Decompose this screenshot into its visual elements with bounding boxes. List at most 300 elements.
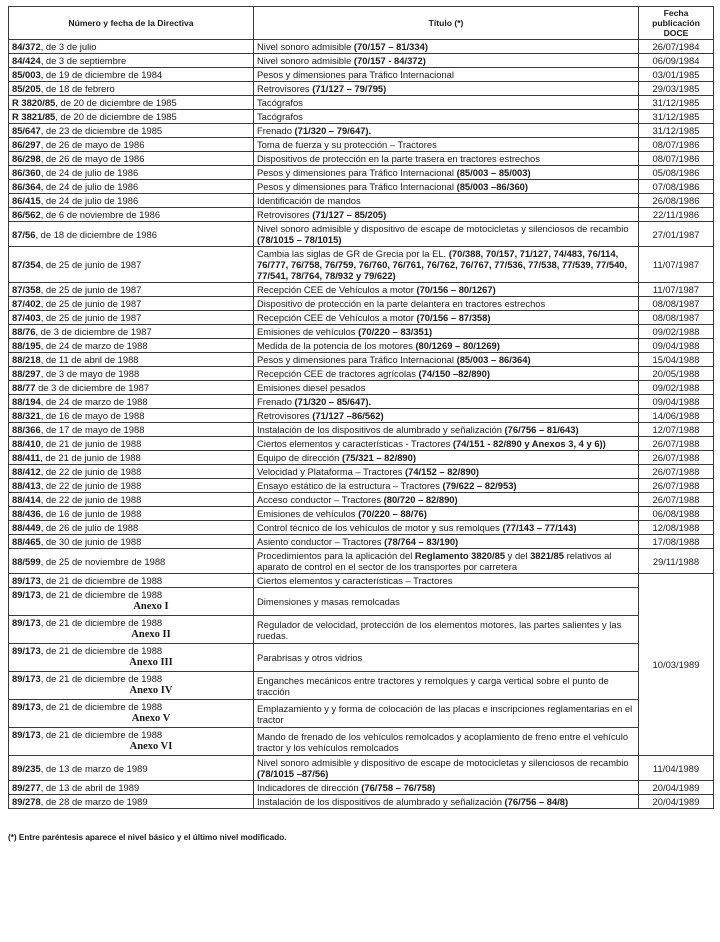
publication-date: 31/12/1985: [639, 96, 714, 110]
anexo-label: Anexo III: [129, 657, 173, 668]
directive-date: , de 3 de julio: [40, 41, 97, 52]
title-part: Instalación de los dispositivos de alumbrado y señalización: [257, 796, 505, 807]
directive-number: 89/173: [12, 575, 41, 586]
directive-number: 87/403: [12, 312, 41, 323]
title-cell: [254, 311, 639, 325]
directive-date: , de 22 de junio de 1988: [40, 480, 142, 491]
table-row: [9, 152, 714, 166]
directive-number: R 3820/85: [12, 97, 56, 108]
directive-number: 89/173: [12, 617, 41, 628]
header-date-line1: Fecha publicación: [652, 8, 700, 28]
directive-cell: [9, 124, 254, 138]
table-row: [9, 493, 714, 507]
title-cell: [254, 465, 639, 479]
directive-date: , de 24 de marzo de 1988: [40, 340, 148, 351]
directive-cell: [9, 325, 254, 339]
directive-date: , de 3 de septiembre: [40, 55, 127, 66]
title-cell: [254, 795, 639, 809]
publication-date: 26/07/1984: [639, 40, 714, 54]
title-part: (80/720 – 82/890): [383, 494, 458, 505]
anexo-label: Anexo I: [133, 601, 169, 612]
directive-date: , de 21 de diciembre de 1988: [40, 701, 163, 712]
title-cell: Dimensiones y masas remolcadas: [254, 588, 639, 616]
title-part: 3821/85: [530, 550, 564, 561]
title-cell: [254, 409, 639, 423]
title-part: (78/1015 – 78/1015): [257, 234, 342, 245]
table-row: [9, 409, 714, 423]
directive-date: , de 25 de junio de 1987: [40, 284, 142, 295]
title-cell: [254, 479, 639, 493]
title-cell: Emplazamiento y y forma de colocación de las placas e inscripciones reglamentarias en el tractor: [254, 700, 639, 728]
directive-date: , de 21 de junio de 1988: [40, 438, 142, 449]
publication-date: 20/04/1989: [639, 795, 714, 809]
directive-date: , de 13 de abril de 1989: [40, 782, 140, 793]
title-part: (74/150 –82/890): [418, 368, 490, 379]
title-part: (76/756 – 81/643): [504, 424, 579, 435]
directive-date: , de 23 de diciembre de 1985: [40, 125, 163, 136]
publication-date: 03/01/1985: [639, 68, 714, 82]
directive-number: 89/278: [12, 796, 41, 807]
title-part: Control técnico de los vehículos de motor y sus remolques: [257, 522, 503, 533]
directive-cell: [9, 395, 254, 409]
table-row: [9, 479, 714, 493]
publication-date: 12/07/1988: [639, 423, 714, 437]
title-part: (70/157 – 81/334): [353, 41, 428, 52]
table-row: [9, 381, 714, 395]
directive-cell: [9, 521, 254, 535]
directive-date: , de 3 de mayo de 1988: [40, 368, 140, 379]
title-cell: [254, 395, 639, 409]
directive-date: , de 16 de mayo de 1988: [40, 410, 145, 421]
publication-date: 11/07/1987: [639, 283, 714, 297]
title-part: (70/220 – 88/76): [358, 508, 427, 519]
table-header-row: [9, 7, 714, 40]
footnote: (*) Entre paréntesis aparece el nivel básico y el último nivel modificado.: [8, 833, 287, 842]
title-part: (70/156 – 80/1267): [416, 284, 496, 295]
directive-number: 88/195: [12, 340, 41, 351]
directive-cell: [9, 208, 254, 222]
directive-number: 86/298: [12, 153, 41, 164]
directive-number: 88/77: [12, 382, 36, 393]
directive-number: 87/402: [12, 298, 41, 309]
table-row: [9, 549, 714, 574]
directive-number: 89/173: [12, 645, 41, 656]
directives-document: [8, 6, 713, 842]
title-part: Indicadores de dirección: [257, 782, 362, 793]
title-part: (71/320 – 85/647).: [294, 396, 372, 407]
title-part: (76/758 – 76/758): [361, 782, 436, 793]
directive-number: 89/173: [12, 673, 41, 684]
directive-cell: [9, 68, 254, 82]
title-cell: [254, 138, 639, 152]
directive-date: , de 21 de diciembre de 1988: [40, 589, 163, 600]
directive-number: 89/235: [12, 762, 41, 774]
table-row: [9, 781, 714, 795]
title-part: Emisiones de vehículos: [257, 326, 359, 337]
title-cell: [254, 166, 639, 180]
title-part: Identificación de mandos: [257, 195, 361, 206]
directive-cell: [9, 644, 254, 672]
directive-number: 88/465: [12, 536, 41, 547]
directive-number: 88/76: [12, 326, 36, 337]
directive-date: , de 13 de marzo de 1989: [40, 762, 148, 774]
anexo-label: Anexo VI: [129, 741, 173, 752]
title-cell: [254, 507, 639, 521]
title-part: Recepción CEE de Vehículos a motor: [257, 312, 417, 323]
directive-cell: [9, 381, 254, 395]
title-cell: [254, 423, 639, 437]
title-part: Pesos y dimensiones para Tráfico Internacional: [257, 354, 457, 365]
title-part: (85/003 – 85/003): [456, 167, 531, 178]
table-row: [9, 180, 714, 194]
title-part: Reglamento 3820/85: [414, 550, 506, 561]
title-cell: [254, 40, 639, 54]
directive-cell: [9, 96, 254, 110]
publication-date: 12/08/1988: [639, 521, 714, 535]
directive-date: , de 20 de diciembre de 1985: [55, 97, 177, 108]
publication-date: 09/04/1988: [639, 395, 714, 409]
directive-number: 84/372: [12, 41, 41, 52]
directive-cell: [9, 283, 254, 297]
publication-date: 14/06/1988: [639, 409, 714, 423]
table-row: [9, 644, 714, 672]
title-part: Nivel sonoro admisible y dispositivo de escape de motocicletas y silenciosos de recambio: [257, 223, 629, 234]
publication-date: 07/08/1986: [639, 180, 714, 194]
table-row: [9, 423, 714, 437]
directive-date: , de 19 de diciembre de 1984: [40, 69, 163, 80]
table-row: [9, 96, 714, 110]
directive-cell: [9, 180, 254, 194]
title-part: Ensayo estático de la estructura – Tractores: [257, 480, 443, 491]
title-part: Pesos y dimensiones para Tráfico Internacional: [257, 167, 457, 178]
directive-number: 88/436: [12, 508, 41, 519]
anexo-label: Anexo IV: [129, 685, 173, 696]
table-row: [9, 110, 714, 124]
directive-cell: [9, 451, 254, 465]
directive-date: , de 21 de diciembre de 1988: [40, 673, 163, 684]
publication-date: 09/02/1988: [639, 381, 714, 395]
title-cell: [254, 367, 639, 381]
title-part: relativos al aparato de control en el sector de los transportes por carretera: [257, 550, 612, 572]
title-cell: [254, 283, 639, 297]
title-part: (80/1269 – 80/1269): [415, 340, 500, 351]
table-row: [9, 535, 714, 549]
directive-number: 86/562: [12, 209, 41, 220]
table-row: [9, 700, 714, 728]
directive-cell: [9, 672, 254, 700]
title-part: Recepción CEE de Vehículos a motor: [257, 284, 417, 295]
directive-cell: [9, 616, 254, 644]
table-row: [9, 283, 714, 297]
title-part: Pesos y dimensiones para Tráfico Internacional: [257, 181, 457, 192]
title-cell: [254, 247, 639, 283]
directive-cell: [9, 110, 254, 124]
title-part: Procedimientos para la aplicación del: [257, 550, 415, 561]
title-cell: Parabrisas y otros vidrios: [254, 644, 639, 672]
table-row: [9, 339, 714, 353]
publication-date: 29/03/1985: [639, 82, 714, 96]
title-part: Instalación de los dispositivos de alumbrado y señalización: [257, 424, 505, 435]
title-cell: Regulador de velocidad, protección de los elementos motores, las partes salientes y las ruedas.: [254, 616, 639, 644]
directive-cell: [9, 465, 254, 479]
title-cell: [254, 353, 639, 367]
table-row: [9, 574, 714, 588]
title-part: (71/127 – 85/205): [312, 209, 387, 220]
directive-cell: [9, 339, 254, 353]
directive-number: 86/297: [12, 139, 41, 150]
directive-date: , de 11 de abril de 1988: [40, 354, 139, 365]
directive-number: 88/321: [12, 410, 41, 421]
table-row: [9, 672, 714, 700]
title-cell: Ciertos elementos y características – Tractores: [254, 574, 639, 588]
title-cell: [254, 208, 639, 222]
directive-number: 88/194: [12, 396, 41, 407]
publication-date: 08/07/1986: [639, 138, 714, 152]
publication-date: 05/08/1986: [639, 166, 714, 180]
directive-cell: [9, 40, 254, 54]
directive-date: , de 18 de febrero: [40, 83, 115, 94]
directive-cell: [9, 311, 254, 325]
publication-date: 08/08/1987: [639, 311, 714, 325]
title-part: (85/003 –86/360): [456, 181, 529, 192]
table-row: [9, 588, 714, 616]
title-part: Frenado: [257, 125, 295, 136]
table-row: [9, 325, 714, 339]
directive-date: , de 22 de junio de 1988: [40, 466, 142, 477]
publication-date: 22/11/1986: [639, 208, 714, 222]
title-part: (78/764 – 83/190): [384, 536, 459, 547]
publication-date: 08/08/1987: [639, 297, 714, 311]
table-row: [9, 521, 714, 535]
table-row: [9, 451, 714, 465]
directive-number: 87/358: [12, 284, 41, 295]
title-cell: [254, 521, 639, 535]
directive-date: , de 24 de julio de 1986: [40, 181, 139, 192]
title-part: Asiento conductor – Tractores: [257, 536, 385, 547]
publication-date: 26/07/1988: [639, 493, 714, 507]
publication-date: 08/07/1986: [639, 152, 714, 166]
title-cell: [254, 756, 639, 781]
title-part: Medida de la potencia de los motores: [257, 340, 416, 351]
directive-number: 86/415: [12, 195, 41, 206]
title-cell: [254, 535, 639, 549]
publication-date: 10/03/1989: [639, 574, 714, 756]
title-part: Nivel sonoro admisible y dispositivo de escape de motocicletas y silenciosos de recambio: [257, 757, 629, 768]
header-directive: Número y fecha de la Directiva: [9, 7, 254, 40]
title-part: Ciertos elementos y características - Tractores: [257, 438, 453, 449]
directive-date: de 3 de diciembre de 1987: [35, 382, 150, 393]
publication-date: 09/04/1988: [639, 339, 714, 353]
directive-number: 84/424: [12, 55, 41, 66]
directive-date: , de 25 de noviembre de 1988: [40, 555, 166, 567]
title-part: (71/320 – 79/647).: [294, 125, 372, 136]
directive-number: 88/411: [12, 452, 41, 463]
publication-date: 26/07/1988: [639, 465, 714, 479]
publication-date: 11/07/1987: [639, 247, 714, 283]
directive-date: , de 24 de julio de 1986: [40, 195, 139, 206]
title-part: Toma de fuerza y su protección – Tractores: [257, 139, 437, 150]
directive-cell: [9, 152, 254, 166]
directives-table: [8, 6, 714, 809]
directive-number: 85/647: [12, 125, 41, 136]
directive-number: 89/173: [12, 701, 41, 712]
directive-cell: [9, 479, 254, 493]
directive-number: 89/277: [12, 782, 41, 793]
title-part: (75/321 – 82/890): [341, 452, 416, 463]
directive-cell: [9, 574, 254, 588]
directive-date: , de 30 de junio de 1988: [40, 536, 142, 547]
title-part: Retrovisores: [257, 410, 313, 421]
title-cell: [254, 54, 639, 68]
publication-date: 06/08/1988: [639, 507, 714, 521]
directive-date: , de 21 de diciembre de 1988: [40, 645, 163, 656]
title-cell: [254, 781, 639, 795]
directive-date: , de 28 de marzo de 1989: [40, 796, 148, 807]
directive-date: , de 17 de mayo de 1988: [40, 424, 145, 435]
header-title: Título (*): [254, 7, 639, 40]
directive-cell: [9, 588, 254, 616]
directive-number: 88/410: [12, 438, 41, 449]
directive-number: 88/449: [12, 522, 41, 533]
table-row: [9, 68, 714, 82]
directive-number: 85/003: [12, 69, 41, 80]
table-row: [9, 54, 714, 68]
title-cell: [254, 68, 639, 82]
table-row: [9, 40, 714, 54]
directive-number: 88/414: [12, 494, 41, 505]
table-row: [9, 437, 714, 451]
directive-date: , de 6 de noviembre de 1986: [40, 209, 161, 220]
directive-cell: [9, 507, 254, 521]
directive-number: 88/218: [12, 354, 41, 365]
title-cell: [254, 180, 639, 194]
directive-cell: [9, 297, 254, 311]
directive-cell: [9, 493, 254, 507]
directive-date: , de 25 de junio de 1987: [40, 312, 142, 323]
publication-date: 20/05/1988: [639, 367, 714, 381]
directive-cell: [9, 138, 254, 152]
publication-date: 06/09/1984: [639, 54, 714, 68]
directive-cell: [9, 409, 254, 423]
table-row: [9, 297, 714, 311]
title-cell: [254, 451, 639, 465]
directive-cell: [9, 367, 254, 381]
title-part: Cambia las siglas de GR de Grecia por la EL.: [257, 248, 449, 259]
directive-cell: [9, 423, 254, 437]
directive-number: 88/599: [12, 555, 41, 567]
title-part: (78/1015 –87/56): [257, 768, 329, 779]
directive-date: , de 20 de diciembre de 1985: [55, 111, 177, 122]
directive-date: , de 26 de mayo de 1986: [40, 153, 145, 164]
table-row: [9, 124, 714, 138]
directive-number: 86/364: [12, 181, 41, 192]
title-cell: [254, 82, 639, 96]
header-date-line2: DOCE: [663, 28, 689, 38]
title-part: Emisiones diesel pesados: [257, 382, 366, 393]
directive-cell: [9, 549, 254, 574]
title-part: (79/622 – 82/953): [442, 480, 517, 491]
title-part: Dispositivos de protección en la parte trasera en tractores estrechos: [257, 153, 540, 164]
directive-number: 88/366: [12, 424, 41, 435]
title-part: (77/143 – 77/143): [502, 522, 577, 533]
directive-cell: [9, 795, 254, 809]
directive-date: , de 16 de junio de 1988: [40, 508, 142, 519]
header-date: [639, 7, 714, 40]
publication-date: 26/07/1988: [639, 437, 714, 451]
title-cell: [254, 110, 639, 124]
directive-number: 88/412: [12, 466, 41, 477]
title-cell: [254, 325, 639, 339]
title-cell: [254, 381, 639, 395]
publication-date: 26/07/1988: [639, 451, 714, 465]
directive-cell: [9, 728, 254, 756]
table-row: [9, 756, 714, 781]
directive-cell: [9, 437, 254, 451]
title-part: Frenado: [257, 396, 295, 407]
directive-cell: [9, 700, 254, 728]
table-row: [9, 395, 714, 409]
publication-date: 15/04/1988: [639, 353, 714, 367]
title-part: (71/127 – 79/795): [312, 83, 387, 94]
publication-date: 26/08/1986: [639, 194, 714, 208]
title-part: (70/388, 70/157, 71/127, 74/483, 76/114, 76/777, 76/758, 76/759, 76/760, 76/761, 76/762, 76/767, 77/536, 77/538, 77/539, 77/540, 77/541, 78/764, 78/932 y 79/622): [257, 248, 628, 281]
title-cell: [254, 152, 639, 166]
table-row: [9, 311, 714, 325]
directive-cell: [9, 194, 254, 208]
directive-date: , de 26 de mayo de 1986: [40, 139, 145, 150]
publication-date: 09/02/1988: [639, 325, 714, 339]
directive-cell: [9, 535, 254, 549]
title-cell: [254, 297, 639, 311]
publication-date: 17/08/1988: [639, 535, 714, 549]
table-row: [9, 353, 714, 367]
directive-cell: [9, 781, 254, 795]
directive-date: , de 21 de diciembre de 1988: [40, 729, 163, 740]
title-part: Emisiones de vehículos: [257, 508, 359, 519]
table-row: [9, 507, 714, 521]
directive-date: , de 25 de junio de 1987: [40, 298, 142, 309]
publication-date: 20/04/1989: [639, 781, 714, 795]
title-part: Retrovisores: [257, 209, 313, 220]
title-part: (74/151 - 82/890 y Anexos 3, 4 y 6)): [452, 438, 606, 449]
title-part: (76/756 – 84/8): [504, 796, 569, 807]
title-cell: Mando de frenado de los vehículos remolcados y acoplamiento de freno entre el vehículo tractor y los vehículos remolcados: [254, 728, 639, 756]
title-part: (70/156 – 87/358): [416, 312, 491, 323]
title-part: Nivel sonoro admisible: [257, 41, 354, 52]
title-cell: [254, 549, 639, 574]
title-cell: [254, 96, 639, 110]
title-part: (70/157 - 84/372): [353, 55, 426, 66]
publication-date: 29/11/1988: [639, 549, 714, 574]
title-cell: [254, 222, 639, 247]
table-row: [9, 367, 714, 381]
table-row: [9, 222, 714, 247]
directive-date: , de 21 de diciembre de 1988: [40, 575, 163, 586]
table-row: [9, 616, 714, 644]
table-row: [9, 166, 714, 180]
directive-number: 87/56: [12, 228, 36, 240]
directive-number: 89/173: [12, 589, 41, 600]
title-cell: [254, 493, 639, 507]
title-part: (70/220 – 83/351): [358, 326, 433, 337]
directive-cell: [9, 353, 254, 367]
directive-number: 88/413: [12, 480, 41, 491]
title-part: Nivel sonoro admisible: [257, 55, 354, 66]
directive-date: , de 21 de diciembre de 1988: [40, 617, 163, 628]
directive-date: , de 22 de junio de 1988: [40, 494, 142, 505]
directive-cell: [9, 247, 254, 283]
directive-date: , de 24 de marzo de 1988: [40, 396, 148, 407]
